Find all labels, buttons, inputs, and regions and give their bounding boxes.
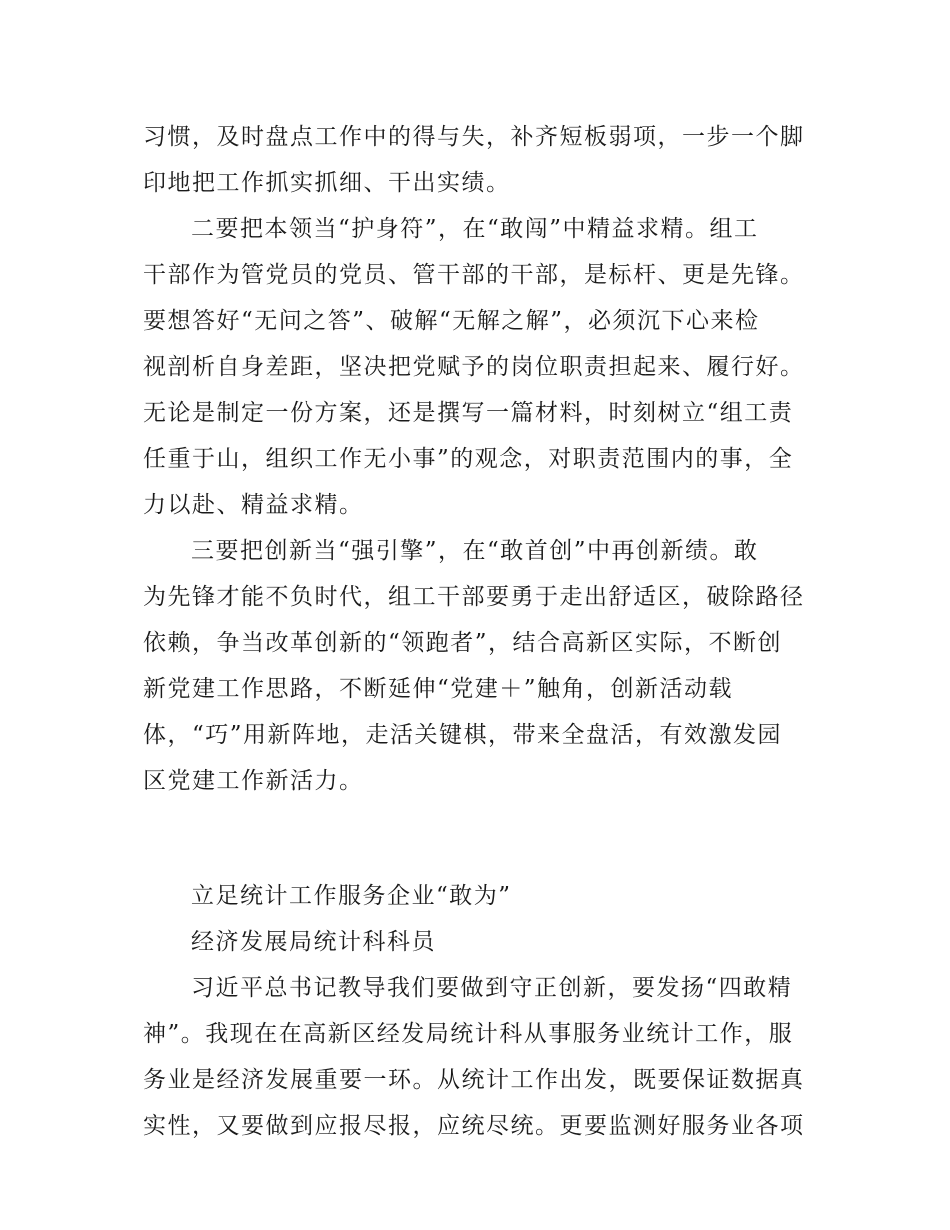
text-line: 干部作为管党员的党员、管干部的干部，是标杆、更是先锋。 [143, 262, 805, 288]
text-line: 习惯，及时盘点工作中的得与失，补齐短板弱项，一步一个脚 [143, 124, 805, 150]
section-title: 立足统计工作服务企业“敢为” [191, 883, 512, 909]
text-line: 依赖，争当改革创新的“领跑者”，结合高新区实际，不断创 [143, 630, 783, 656]
text-line: 力以赴、精益求精。 [143, 492, 364, 518]
author-line: 经济发展局统计科科员 [191, 929, 436, 955]
text-line: 印地把工作抓实抓细、干出实绩。 [143, 170, 511, 196]
text-line: 区党建工作新活力。 [143, 768, 364, 794]
text-line: 实性，又要做到应报尽报，应统尽统。更要监测好服务业各项 [143, 1113, 805, 1139]
text-line: 任重于山，组织工作无小事”的观念，对职责范围内的事，全 [143, 446, 794, 472]
paragraph-start-line: 二要把本领当“护身符”，在“敢闯”中精益求精。组工 [191, 216, 759, 242]
paragraph-start-line: 三要把创新当“强引擎”，在“敢首创”中再创新绩。敢 [191, 538, 759, 564]
text-line: 务业是经济发展重要一环。从统计工作出发，既要保证数据真 [143, 1067, 805, 1093]
text-line: 体，“巧”用新阵地，走活关键棋，带来全盘活，有效激发园 [143, 722, 783, 748]
text-line: 新党建工作思路，不断延伸“党建＋”触角，创新活动载 [143, 676, 734, 702]
paragraph-start-line: 习近平总书记教导我们要做到守正创新，要发扬“四敢精 [191, 975, 793, 1001]
text-line: 无论是制定一份方案，还是撰写一篇材料，时刻树立“组工责 [143, 400, 794, 426]
text-line: 视剖析自身差距，坚决把党赋予的岗位职责担起来、履行好。 [143, 354, 805, 380]
text-line: 为先锋才能不负时代，组工干部要勇于走出舒适区，破除路径 [143, 584, 805, 610]
text-line: 神”。我现在在高新区经发局统计科从事服务业统计工作，服 [143, 1021, 794, 1047]
text-line: 要想答好“无问之答”、破解“无解之解”，必须沉下心来检 [143, 308, 760, 334]
